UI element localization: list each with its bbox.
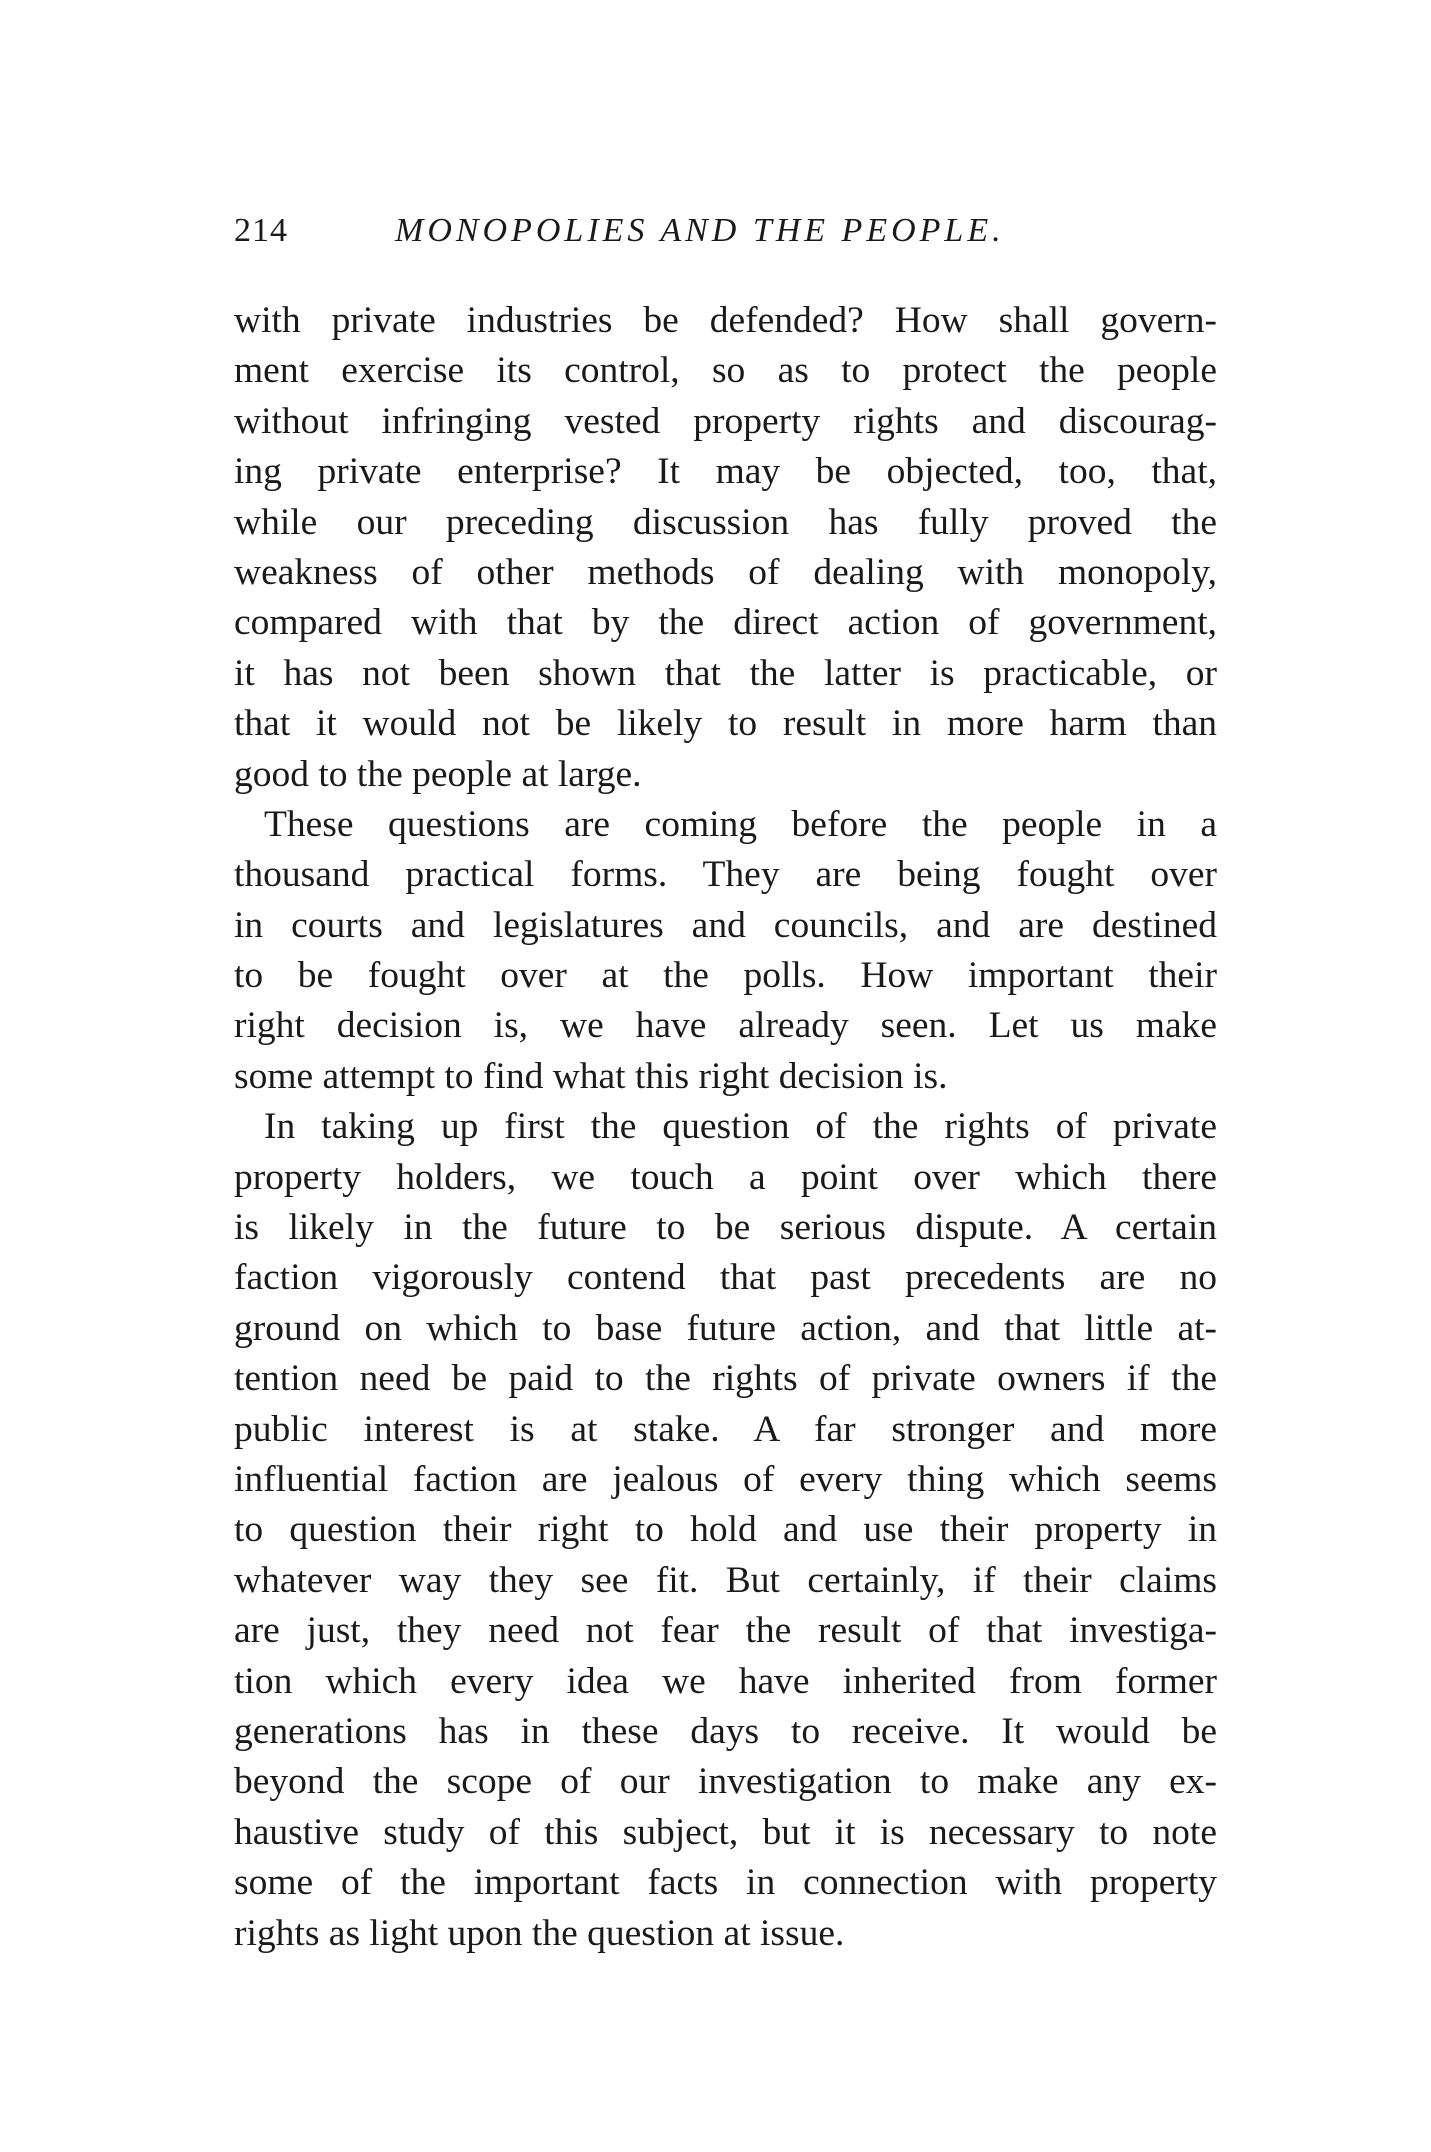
paragraph: [234, 1102, 1217, 1959]
text-line: are just, they need not fear the result of that investiga-: [234, 1610, 1217, 1652]
text-line: without infringing vested property rights and discourag-: [234, 400, 1217, 442]
text-line: in courts and legislatures and councils, and are destined: [234, 904, 1217, 946]
text-line: ground on which to base future action, and that little at-: [234, 1307, 1217, 1349]
text-line: to be fought over at the polls. How important their: [234, 955, 1217, 997]
text-line: tention need be paid to the rights of private owners if the: [234, 1358, 1217, 1400]
text-line: faction vigorously contend that past precedents are no: [234, 1257, 1217, 1299]
text-line: whatever way they see fit. But certainly, if their claims: [234, 1559, 1217, 1601]
text-line: beyond the scope of our investigation to make any ex-: [234, 1761, 1217, 1803]
text-line: tion which every idea we have inherited from former: [234, 1660, 1217, 1702]
text-line: with private industries be defended? How shall govern-: [234, 300, 1217, 341]
text-line: good to the people at large.: [234, 753, 642, 795]
running-title: MONOPOLIES AND THE PEOPLE.: [395, 212, 1005, 249]
running-header: [234, 212, 1217, 262]
text-line: weakness of other methods of dealing with monopoly,: [234, 551, 1217, 593]
page-number: 214: [234, 212, 288, 249]
text-line: rights as light upon the question at issue.: [234, 1912, 845, 1954]
text-line: In taking up first the question of the rights of private: [264, 1106, 1217, 1148]
paragraph: [234, 296, 1217, 800]
text-line: ment exercise its control, so as to protect the people: [234, 350, 1217, 392]
body-text: [234, 296, 1217, 1959]
text-line: some attempt to find what this right decision is.: [234, 1055, 948, 1097]
text-line: is likely in the future to be serious dispute. A certain: [234, 1207, 1217, 1249]
text-line: These questions are coming before the people in a: [264, 803, 1217, 845]
text-line: thousand practical forms. They are being fought over: [234, 854, 1217, 896]
text-line: to question their right to hold and use their property in: [234, 1509, 1217, 1551]
text-line: compared with that by the direct action of government,: [234, 602, 1217, 644]
text-line: haustive study of this subject, but it is necessary to note: [234, 1811, 1217, 1853]
text-line: generations has in these days to receive. It would be: [234, 1710, 1217, 1752]
paragraph: [234, 800, 1217, 1102]
text-line: while our preceding discussion has fully proved the: [234, 501, 1217, 543]
text-line: that it would not be likely to result in more harm than: [234, 703, 1217, 745]
text-line: right decision is, we have already seen. Let us make: [234, 1005, 1217, 1047]
text-line: property holders, we touch a point over which there: [234, 1156, 1217, 1198]
text-line: ing private enterprise? It may be objected, too, that,: [234, 451, 1217, 493]
text-line: public interest is at stake. A far stronger and more: [234, 1408, 1217, 1450]
text-line: it has not been shown that the latter is practicable, or: [234, 652, 1217, 694]
text-line: some of the important facts in connection with property: [234, 1862, 1217, 1904]
text-line: influential faction are jealous of every thing which seems: [234, 1458, 1217, 1500]
